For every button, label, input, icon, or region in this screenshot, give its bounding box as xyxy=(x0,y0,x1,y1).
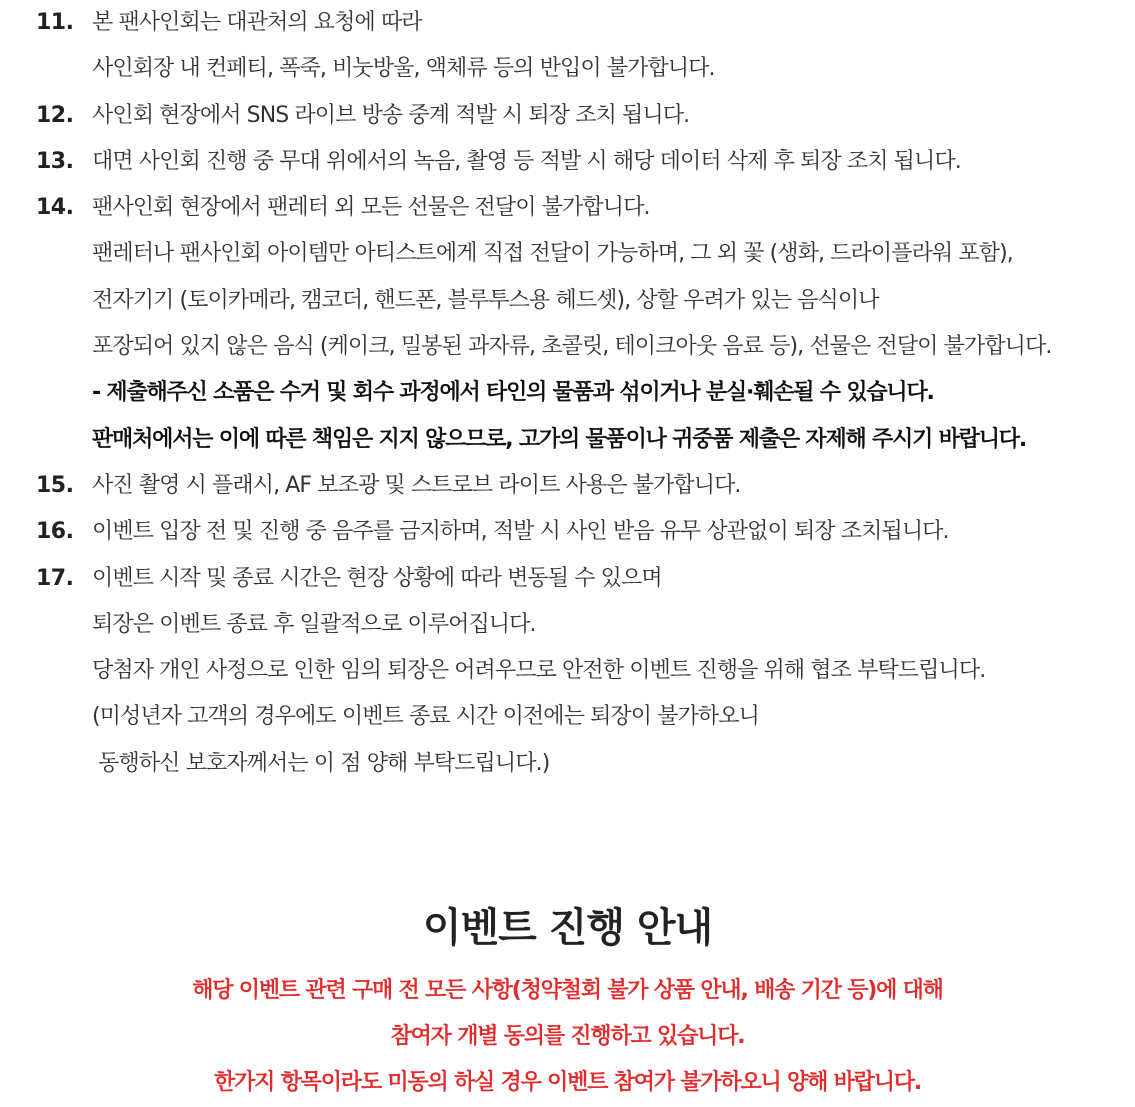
rule-number: 13. xyxy=(36,148,74,174)
rule-text xyxy=(92,463,1135,509)
rule-item xyxy=(0,509,1135,555)
rule-line: 이벤트 입장 전 및 진행 중 음주를 금지하며, 적발 시 사인 받음 유무 상관없이 퇴장 조치됩니다. xyxy=(92,519,949,545)
rule-line: 동행하신 보호자께서는 이 점 양해 부탁드립니다.) xyxy=(92,750,550,776)
rule-number: 16. xyxy=(36,519,74,545)
rule-line: 사진 촬영 시 플래시, AF 보조광 및 스트로브 라이트 사용은 불가합니다. xyxy=(92,472,741,498)
rule-item xyxy=(0,185,1135,463)
rule-line: (미성년자 고객의 경우에도 이벤트 종료 시간 이전에는 퇴장이 불가하오니 xyxy=(92,704,759,730)
rule-number: 12. xyxy=(36,102,74,128)
rule-line: 사인회장 내 컨페티, 폭죽, 비눗방울, 액체류 등의 반입이 불가합니다. xyxy=(92,56,715,82)
rule-number: 15. xyxy=(36,472,74,498)
rule-number: 17. xyxy=(36,565,74,591)
rule-text xyxy=(92,0,1135,93)
rule-number: 11. xyxy=(36,10,74,35)
rule-line: 당첨자 개인 사정으로 인한 임의 퇴장은 어려우므로 안전한 이벤트 진행을 위해 협조 부탁드립니다. xyxy=(92,658,986,684)
rule-line: 대면 사인회 진행 중 무대 위에서의 녹음, 촬영 등 적발 시 해당 데이터 삭제 후 퇴장 조치 됩니다. xyxy=(92,148,961,174)
notice-title: 이벤트 진행 안내 xyxy=(422,905,713,951)
rule-line: 팬사인회 현장에서 팬레터 외 모든 선물은 전달이 불가합니다. xyxy=(92,195,650,221)
rule-line: 사인회 현장에서 SNS 라이브 방송 중계 적발 시 퇴장 조치 됩니다. xyxy=(92,102,690,128)
rule-text xyxy=(92,185,1135,463)
event-notice xyxy=(0,888,1135,1106)
rule-line: 본 팬사인회는 대관처의 요청에 따라 xyxy=(92,10,422,35)
rule-item xyxy=(0,463,1135,509)
rule-line: 팬레터나 팬사인회 아이템만 아티스트에게 직접 전달이 가능하며, 그 외 꽃 (생화, 드라이플라워 포함), xyxy=(92,241,1013,267)
notice-line: 참여자 개별 동의를 진행하고 있습니다. xyxy=(390,1024,745,1049)
rule-warning-line: 판매처에서는 이에 따른 책임은 지지 않으므로, 고가의 물품이나 귀중품 제출은 자제해 주시기 바랍니다. xyxy=(92,426,1027,452)
rule-text xyxy=(92,139,1135,185)
rule-line: 전자기기 (토이카메라, 캠코더, 핸드폰, 블루투스용 헤드셋), 상할 우려가 있는 음식이나 xyxy=(92,287,879,313)
rule-text xyxy=(92,556,1135,787)
rule-item xyxy=(0,93,1135,139)
notice-line: 해당 이벤트 관련 구매 전 모든 사항(청약철회 불가 상품 안내, 배송 기간 등)에 대해 xyxy=(192,978,943,1003)
rule-line: 포장되어 있지 않은 음식 (케이크, 밀봉된 과자류, 초콜릿, 테이크아웃 음료 등), 선물은 전달이 불가합니다. xyxy=(92,334,1052,360)
rule-text xyxy=(92,93,1135,139)
rule-line: 퇴장은 이벤트 종료 후 일괄적으로 이루어집니다. xyxy=(92,611,536,637)
rule-item xyxy=(0,0,1135,93)
rule-item xyxy=(0,139,1135,185)
rule-item xyxy=(0,556,1135,787)
rule-line: 이벤트 시작 및 종료 시간은 현장 상황에 따라 변동될 수 있으며 xyxy=(92,565,662,591)
rule-warning-line: - 제출해주신 소품은 수거 및 회수 과정에서 타인의 물품과 섞이거나 분실·훼손될 수 있습니다. xyxy=(92,380,934,406)
rule-number: 14. xyxy=(36,195,74,221)
rule-text xyxy=(92,509,1135,555)
notice-line: 한가지 항목이라도 미동의 하실 경우 이벤트 참여가 불가하오니 양해 바랍니다. xyxy=(214,1070,921,1095)
